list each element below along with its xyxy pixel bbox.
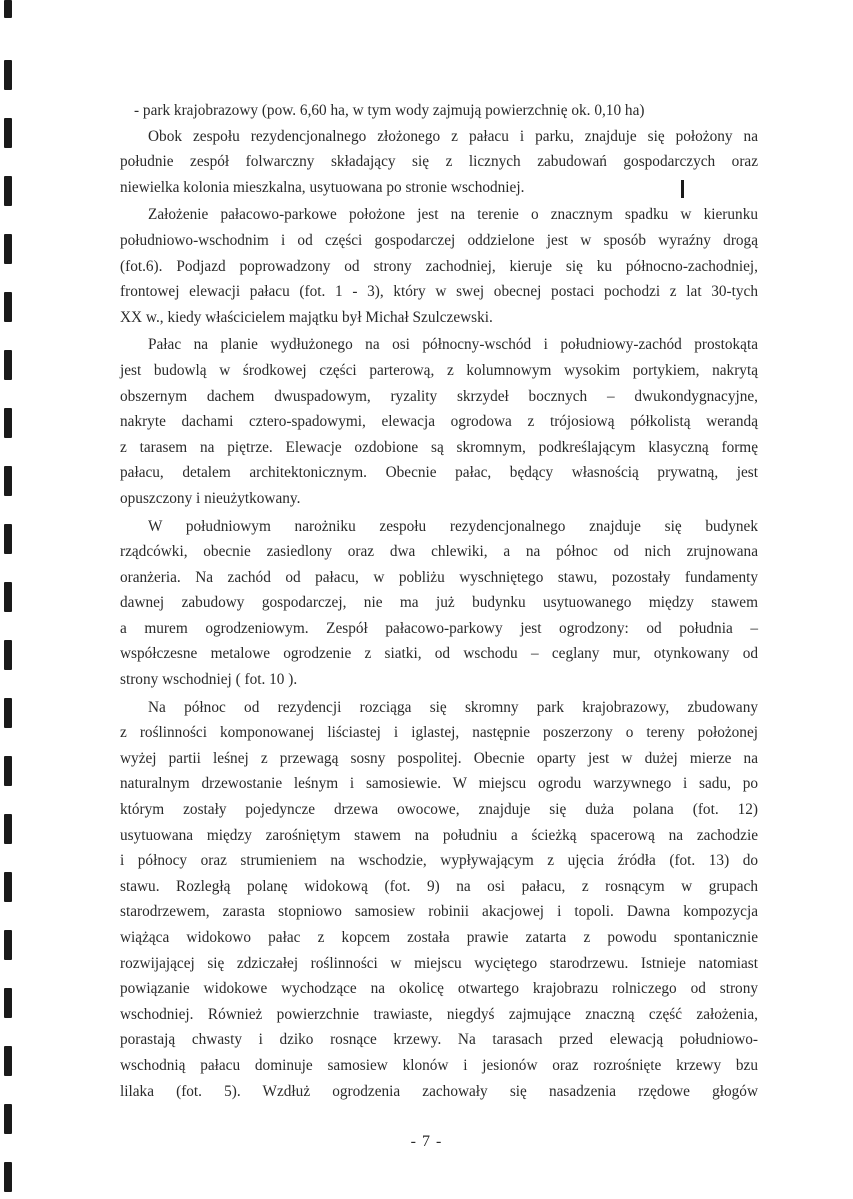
- text-line: wschodnią pałacu dominuje samosiew klonów i jesionów oraz rozrośnięte krzewy bzu: [120, 1056, 758, 1074]
- text-line: niewielka kolonia mieszkalna, usytuowana po stronie wschodniej.: [120, 178, 525, 196]
- text-line: z tarasem na piętrze. Elewacje ozdobione są skromnym, podkreślającym klasyczną formę: [120, 438, 758, 456]
- text-line: południe zespół folwarczny składający się z licznych zabudowań gospodarczych oraz: [120, 153, 758, 171]
- text-line: frontowej elewacji pałacu (fot. 1 - 3), który w swej obecnej postaci pochodzi z lat 30-tych: [120, 283, 758, 301]
- text-line: Na północ od rezydencji rozciąga się skromny park krajobrazowy, zbudowany: [148, 698, 758, 716]
- binding-mark: [4, 1046, 12, 1076]
- binding-mark: [4, 988, 12, 1018]
- text-line: jest budowlą w środkowej części parterową, z kolumnowym wysokim portykiem, nakrytą: [120, 361, 758, 379]
- text-line: - park krajobrazowy (pow. 6,60 ha, w tym wody zajmują powierzchnię ok. 0,10 ha): [134, 102, 645, 119]
- text-line: którym zostały pojedyncze drzewa owocowe, znajduje się duża polana (fot. 12): [120, 801, 758, 819]
- text-line: W południowym narożniku zespołu rezydencjonalnego znajduje się budynek: [148, 517, 758, 535]
- binding-mark: [4, 756, 12, 786]
- binding-mark: [4, 118, 12, 148]
- binding-mark: [4, 408, 12, 438]
- text-line: dawnej zabudowy gospodarczej, nie ma już budynku usytuowanego między stawem: [120, 594, 758, 612]
- text-line: oranżeria. Na zachód od pałacu, w pobliżu wyschniętego stawu, pozostały fundamenty: [120, 568, 758, 586]
- text-line: porastają chwasty i dziko rosnące krzewy. Na tarasach przed elewacją południowo-: [120, 1031, 758, 1049]
- binding-mark: [4, 176, 12, 206]
- binding-mark: [4, 1162, 12, 1192]
- text-line: a murem ogrodzeniowym. Zespół pałacowo-parkowy jest ogrodzony: od południa –: [120, 619, 758, 637]
- binding-mark: [4, 1104, 12, 1134]
- text-line: Założenie pałacowo-parkowe położone jest na terenie o znacznym spadku w kierunku: [148, 206, 758, 224]
- binding-mark: [4, 814, 12, 844]
- text-line: wyżej partii leśnej z przewagą sosny pospolitej. Obecnie oparty jest w dużej mierze na: [120, 749, 758, 767]
- binding-marks: [0, 0, 20, 1199]
- binding-mark: [4, 292, 12, 322]
- text-line: wschodniej. Również powierzchnie trawiaste, niegdyś zajmujące znaczną część założenia,: [120, 1005, 758, 1023]
- binding-mark: [4, 234, 12, 264]
- binding-mark: [4, 640, 12, 670]
- text-line: rozwijającej się zdziczałej roślinności w miejscu wyciętego starodrzewu. Istnieje natomiast: [120, 954, 758, 972]
- text-line: południowo-wschodnim i od części gospodarczej oddzielone jest w sposób wyraźny drogą: [120, 231, 758, 249]
- text-line: z roślinności komponowanej liściastej i iglastej, następnie poszerzony o tereny położonej: [120, 724, 758, 742]
- text-line: nakryte dachami cztero-spadowymi, elewacja ogrodowa z trójosiową półkolistą werandą: [120, 413, 758, 431]
- text-line: starodrzewem, zarasta stopniowo samosiew robinii akacjowej i topoli. Dawna kompozycja: [120, 903, 758, 921]
- binding-mark: [4, 0, 12, 18]
- text-line: XX w., kiedy właścicielem majątku był Michał Szulczewski.: [120, 308, 493, 326]
- text-line: opuszczony i nieużytkowany.: [120, 489, 301, 507]
- text-line: powiązanie widokowe wychodzące na okolicę otwartego krajobrazu rolniczego od strony: [120, 980, 758, 998]
- text-line: współczesne metalowe ogrodzenie z siatki, od wschodu – ceglany mur, otynkowany od: [120, 645, 758, 663]
- text-line: lilaka (fot. 5). Wzdłuż ogrodzenia zachowały się nasadzenia rzędowe głogów: [120, 1082, 758, 1100]
- text-line: obszernym dachem dwuspadowym, ryzality skrzydeł bocznych – dwukondygnacyjne,: [120, 387, 758, 405]
- text-line: (fot.6). Podjazd poprowadzony od strony zachodniej, kieruje się ku północno-zachodniej,: [120, 257, 758, 275]
- binding-mark: [4, 930, 12, 960]
- binding-mark: [4, 466, 12, 496]
- text-line: i północy oraz strumieniem na wschodzie, wypływającym z ujęcia źródła (fot. 13) do: [120, 852, 758, 870]
- document-body: [120, 98, 758, 1104]
- binding-mark: [4, 582, 12, 612]
- page-number: - 7 -: [410, 1133, 443, 1150]
- text-line: usytuowana między zarośniętym stawem na południu a ścieżką spacerową na zachodzie: [120, 826, 758, 844]
- binding-mark: [4, 60, 12, 90]
- text-line: Obok zespołu rezydencjonalnego złożonego z pałacu i parku, znajduje się położony na: [148, 127, 758, 145]
- text-line: strony wschodniej ( fot. 10 ).: [120, 671, 298, 689]
- text-line: Pałac na planie wydłużonego na osi północny-wschód i południowy-zachód prostokąta: [148, 336, 758, 354]
- text-line: stawu. Rozległą polanę widokową (fot. 9) na osi pałacu, z rosnącym w grupach: [120, 877, 758, 895]
- text-line: wiążąca widokowo pałac z kopcem została prawie zatarta z powodu spontanicznie: [120, 929, 758, 946]
- binding-mark: [4, 872, 12, 902]
- binding-mark: [4, 698, 12, 728]
- binding-mark: [4, 524, 12, 554]
- text-line: pałacu, detalem architektonicznym. Obecnie pałac, będący własnością prywatną, jest: [120, 464, 758, 482]
- binding-mark: [4, 350, 12, 380]
- text-line: rządcówki, obecnie zasiedlony oraz dwa chlewiki, a na północ od nich zrujnowana: [120, 543, 758, 561]
- text-line: naturalnym drzewostanie leśnym i samosiewie. W miejscu ogrodu warzywnego i sadu, po: [120, 775, 758, 793]
